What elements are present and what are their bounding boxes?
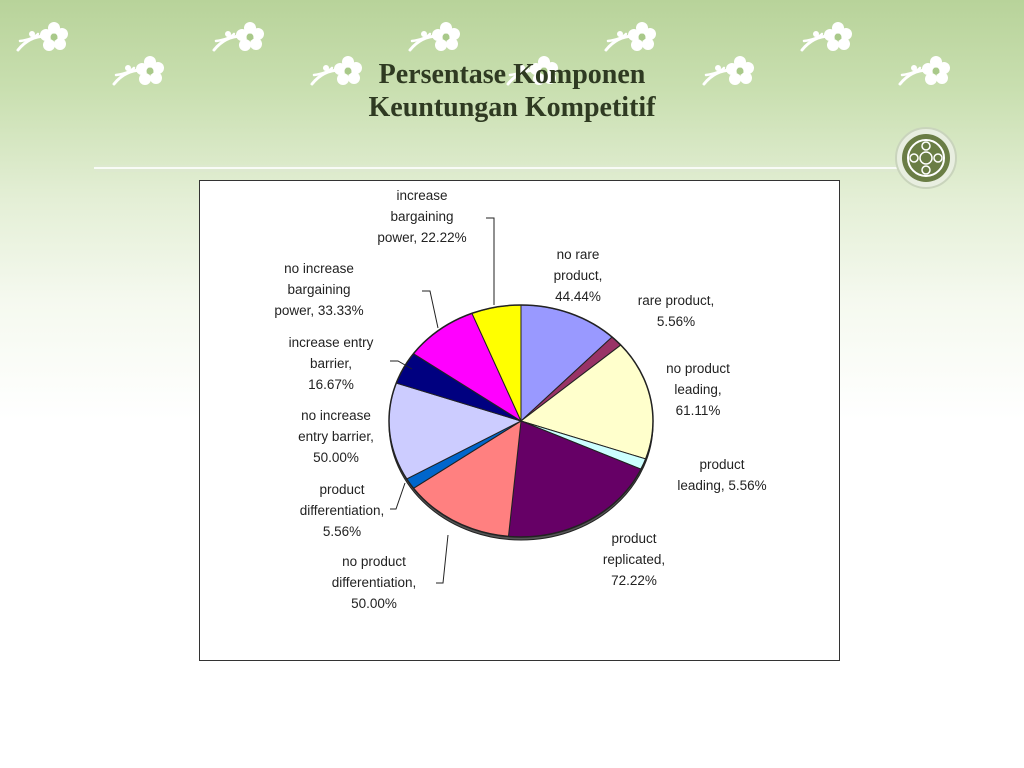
pie-slice-label-8 (298, 408, 374, 465)
label-leader-line (486, 218, 494, 305)
pie-slice-label-10 (274, 261, 363, 318)
pie-slice-label-2 (638, 293, 715, 329)
pie-label-line: differentiation, (299, 503, 385, 518)
pie-slice-label-11 (377, 188, 466, 245)
pie-label-line: 50.00% (351, 596, 397, 611)
pie-label-line: replicated, (602, 552, 666, 567)
flower-sprig-icon (114, 56, 164, 85)
pie-label-line: power, 33.33% (274, 303, 364, 318)
pie-label-line: 5.56% (322, 524, 362, 539)
pie-label-line: product, (553, 268, 603, 283)
pie-label-line: barrier, (309, 356, 353, 371)
title-line-2: Keuntungan Kompetitif (368, 92, 656, 123)
pie-label-line: no rare (556, 247, 600, 262)
pie-label-line: 72.22% (611, 573, 657, 588)
pie-label-line: entry barrier, (298, 429, 374, 444)
pie-label-line: leading, 5.56% (677, 478, 767, 493)
pie-slice-label-9 (289, 335, 374, 392)
label-leader-line (390, 483, 405, 509)
title-line-1: Persentase Komponen (378, 59, 646, 90)
pie-slice-label-7 (300, 482, 385, 539)
pie-label-line: increase entry (288, 335, 374, 350)
pie-label-line: 50.00% (313, 450, 359, 465)
pie-label-line: no product (666, 361, 730, 376)
pie-label-line: product (699, 457, 745, 472)
pie-label-line: 5.56% (656, 314, 696, 329)
flower-sprig-icon (18, 22, 68, 51)
flower-sprig-icon (802, 22, 852, 51)
pie-slice-label-3 (666, 361, 730, 418)
pie-label-line: increase (396, 188, 448, 203)
pie-label-line: no product (342, 554, 406, 569)
pie-label-line: differentiation, (331, 575, 417, 590)
pie-label-line: power, 22.22% (377, 230, 467, 245)
pie-slice-label-6 (332, 554, 417, 611)
ornament-badge-icon (896, 128, 956, 188)
pie-label-line: bargaining (390, 209, 454, 224)
flower-sprig-icon (214, 22, 264, 51)
flower-sprig-icon (410, 22, 460, 51)
pie-label-line: no increase (301, 408, 371, 423)
pie-label-line: leading, (674, 382, 722, 397)
pie-label-line: 61.11% (675, 403, 721, 418)
label-leader-line (436, 535, 448, 583)
flower-sprig-icon (606, 22, 656, 51)
pie-label-line: bargaining (287, 282, 351, 297)
pie-label-line: 44.44% (555, 289, 601, 304)
pie-chart (200, 181, 841, 662)
pie-slice-label-4 (677, 457, 766, 493)
pie-label-line: no increase (284, 261, 354, 276)
pie-label-line: product (319, 482, 365, 497)
pie-slice-label-5 (603, 531, 665, 588)
pie-chart-frame (199, 180, 840, 661)
slide-title (262, 58, 762, 124)
pie-slice-label-1 (554, 247, 603, 304)
pie-label-line: product (611, 531, 657, 546)
pie-label-line: 16.67% (308, 377, 354, 392)
label-leader-line (422, 291, 438, 328)
flower-sprig-icon (900, 56, 950, 85)
pie-label-line: rare product, (637, 293, 715, 308)
